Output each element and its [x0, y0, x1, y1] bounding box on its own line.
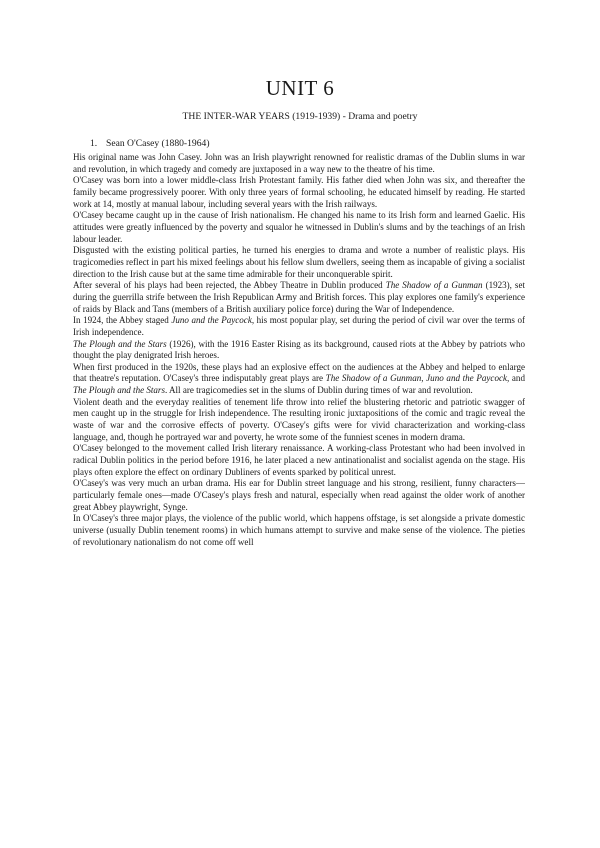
- section-heading-text: Sean O'Casey (1880-1964): [106, 138, 210, 149]
- paragraph-text: , and: [507, 373, 525, 384]
- paragraph: [73, 210, 525, 245]
- paragraph-text: In O'Casey's three major plays, the violence of the public world, which happens offstage, is set alongside a private domestic universe (usually Dublin tenement rooms) in which humans attempt to survive and make sense of the violence. The pieties of revolutionary nationalism do not come off well: [73, 513, 525, 547]
- paragraph-text: Violent death and the everyday realities of tenement life throw into relief the blustering rhetoric and patriotic swagger of men caught up in the struggle for Irish independence. The resulting ironic juxtapositions of the comic and tragic reveal the waste of war and the corrosive effects of poverty. O'Casey's gifts were for vivid characterization and working-class language, and, though he portrayed war and poverty, he wrote some of the funniest scenes in modern drama.: [73, 396, 525, 442]
- paragraph-text: , his most popular play, set during the period of civil war over the terms of Irish independence.: [73, 315, 525, 337]
- page-subtitle: THE INTER-WAR YEARS (1919-1939) - Drama and poetry: [182, 111, 418, 122]
- paragraph: [73, 152, 525, 175]
- paragraph-text: O'Casey was born into a lower middle-class Irish Protestant family. His father died when John was six, and thereafter the family became progressively poorer. With only three years of formal schooling, he educated himself by reading. He started work at 14, mostly at manual labour, including several years with the Irish railways.: [73, 175, 525, 209]
- paragraph-text: (1926), with the 1916 Easter Rising as its background, caused riots at the Abbey by patriots who thought the play denigrated Irish heroes.: [73, 338, 525, 361]
- paragraph-text: O'Casey's was very much an urban drama. His ear for Dublin street language and his strong, resilient, funny characters—particularly female ones—made O'Casey's plays fresh and natural, especially when read against the older work of another great Abbey playwright, Synge.: [73, 478, 525, 512]
- paragraph-text: O'Casey belonged to the movement called Irish literary renaissance. A working-class Protestant who had been involved in radical Dublin politics in the period before 1916, he later placed a new antinationalist and socialist agenda on the stage. His plays often explore the effect on ordinary Dubliners of events sparked by political unrest.: [73, 443, 525, 477]
- italic-title: The Shadow of a Gunman: [325, 373, 422, 384]
- paragraph: [73, 245, 525, 280]
- paragraph-text: Disgusted with the existing political parties, he turned his energies to drama and wrote a number of realistic plays. His tragicomedies reflect in part his mixed feelings about his fellow slum dwellers, seeing them as incapable of giving a socialist direction to the Irish cause but at the same time admirable for their unconquerable spirit.: [73, 245, 525, 279]
- paragraph-text: . All are tragicomedies set in the slums of Dublin during times of war and revolution.: [164, 385, 473, 396]
- paragraph: [73, 315, 525, 338]
- paragraph: [73, 443, 525, 478]
- italic-title: The Plough and the Stars: [73, 338, 167, 349]
- paragraph: [73, 175, 525, 210]
- italic-title: Juno and the Paycock: [426, 373, 507, 384]
- section-heading: [90, 138, 210, 150]
- paragraph-text: When first produced in the 1920s, these plays had an explosive effect on the audiences at the Abbey and helped to enlarge that theatre's reputation. O'Casey's three indisputably great plays are: [73, 361, 525, 384]
- paragraph-text: O'Casey became caught up in the cause of Irish nationalism. He changed his name to its Irish form and learned Gaelic. His attitudes were greatly influenced by the poverty and squalor he witnessed in Dublin's slums and by the teachings of an Irish labour leader.: [73, 210, 525, 244]
- paragraph: [73, 339, 525, 362]
- paragraph-text: In 1924, the Abbey staged: [73, 315, 172, 326]
- paragraph: [73, 362, 525, 397]
- paragraph: [73, 513, 525, 548]
- paragraph: [73, 478, 525, 513]
- paragraph: [73, 280, 525, 315]
- paragraph: [73, 397, 525, 444]
- italic-title: Juno and the Paycock: [171, 315, 252, 326]
- page-title: UNIT 6: [265, 76, 335, 100]
- italic-title: The Shadow of a Gunman: [385, 280, 483, 291]
- italic-title: The Plough and the Stars: [73, 385, 165, 396]
- paragraph-text: (1923), set during the guerrilla strife between the Irish Republican Army and British forces. This play explores one family's experience of raids by Black and Tans (members of a British auxiliary police force) during the War of Independence.: [73, 280, 525, 314]
- paragraph-text: ,: [421, 373, 427, 384]
- document-body: [73, 152, 525, 842]
- paragraph-text: His original name was John Casey. John was an Irish playwright renowned for realistic dramas of the Dublin slums in war and revolution, in which tragedy and comedy are juxtaposed in a way new to the theatre of his time.: [73, 152, 525, 174]
- section-number: 1.: [90, 138, 98, 149]
- paragraph-text: After several of his plays had been rejected, the Abbey Theatre in Dublin produced: [73, 280, 386, 291]
